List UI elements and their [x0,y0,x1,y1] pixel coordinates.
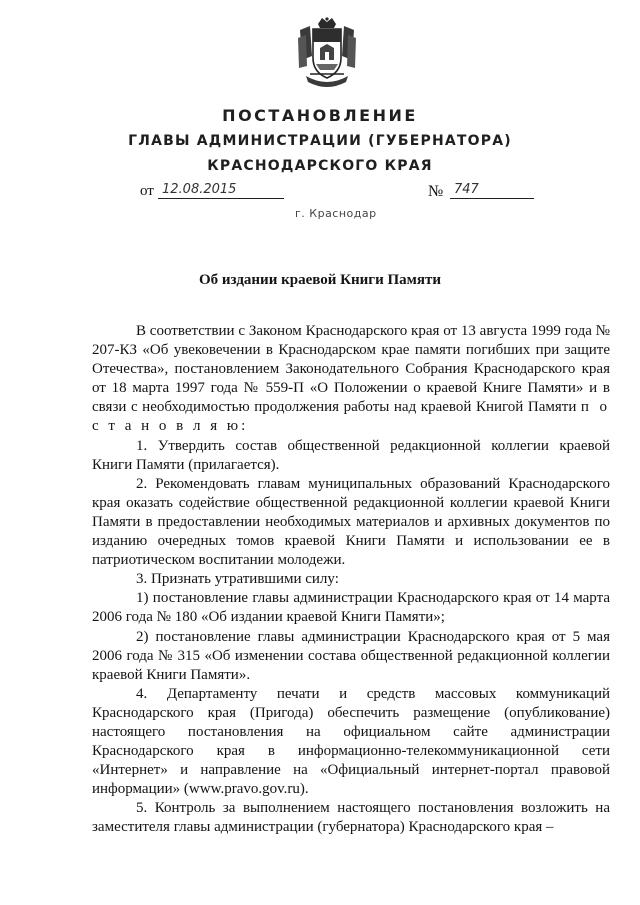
intro-text: В соответствии с Законом Краснодарского края от 13 августа 1999 года № 207-КЗ «Об увековечении в Краснодарском крае памяти погибших при защите Отечества», постановлением Законодательного Собрания Краснодарского края от 18 марта 1997 года № 559-П «О Положении о краевой Книге Памяти» и в связи с необходимостью продолжения работы над краевой Книгой Памяти [92,323,610,416]
paragraph-3-1: 1) постановление главы администрации Краснодарского края от 14 марта 2006 года № 180 «Об издании краевой Книги Памяти»; [92,590,610,626]
paragraph-2: 2. Рекомендовать главам муниципальных образований Краснодарского края оказать содействие общественной редакционной коллегии краевой Книги Памяти в предоставлении необходимых материалов и архивных документов по изданию очередных томов краевой Книги Памяти и использовании ее в патриотическом воспитании молодежи. [92,475,610,569]
number-field: 747 [450,182,534,199]
krasnodar-coat-of-arms-icon [296,16,358,92]
document-type-title: ПОСТАНОВЛЕНИЕ [222,106,418,125]
paragraph-5: 5. Контроль за выполнением настоящего постановления возложить на заместителя главы администрации (губернатора) Краснодарского края – [92,800,610,836]
date-field: 12.08.2015 [158,182,284,199]
document-body [92,322,610,838]
region-title: КРАСНОДАРСКОГО КРАЯ [207,158,433,174]
intro-paragraph [92,322,610,437]
issuer-title: ГЛАВЫ АДМИНИСТРАЦИИ (ГУБЕРНАТОРА) [128,133,512,149]
date-prefix: от [140,183,154,199]
number-prefix: № [428,183,444,200]
document-title: Об издании краевой Книги Памяти [199,272,441,288]
paragraph-3: 3. Признать утратившими силу: [136,571,339,588]
paragraph-1: 1. Утвердить состав общественной редакционной коллегии краевой Книги Памяти (прилагается). [92,437,610,473]
paragraph-3-2: 2) постановление главы администрации Краснодарского края от 5 мая 2006 года № 315 «Об изменении состава общественной редакционной коллегии краевой Книги Памяти». [92,628,610,683]
city-label: г. Краснодар [295,207,377,220]
paragraph-4: 4. Департаменту печати и средств массовых коммуникаций Краснодарского края (Пригода) обеспечить размещение (опубликование) настоящего постановления на официальном сайте администрации Краснодарского края в информационно-телекоммуникационной сети «Интернет» и направление на «Официальный интернет-портал правовой информации» (www.pravo.gov.ru). [92,685,610,798]
resolve-word: п о с т а н о в л я ю: [92,399,610,435]
